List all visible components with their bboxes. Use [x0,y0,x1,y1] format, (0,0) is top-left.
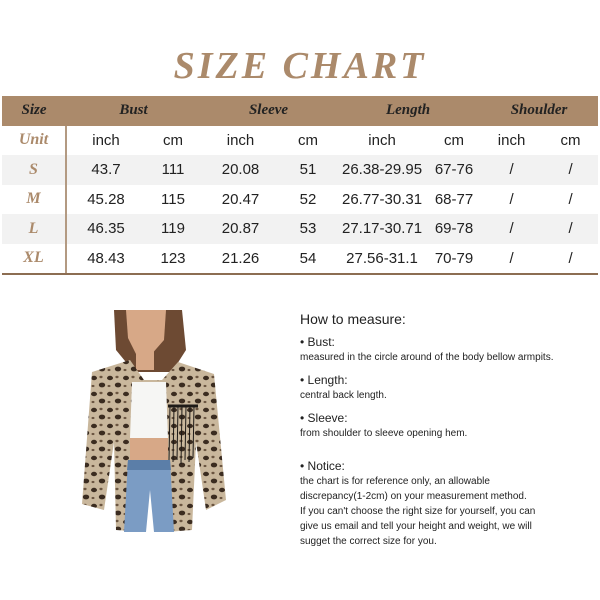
unit-cell: cm [280,126,336,156]
table-cell: 67-76 [428,155,480,185]
table-cell: 54 [280,244,336,275]
size-label: XL [2,244,66,275]
table-cell: 68-77 [428,185,480,215]
size-table [2,96,598,275]
header-length: Length [336,96,480,126]
notice-line: discrepancy(1-2cm) on your measurement method. [300,491,527,502]
table-cell: / [543,155,598,185]
table-row-l [2,214,598,244]
table-row-s [2,155,598,185]
notice-label: • Notice: [300,459,345,473]
table-cell: 70-79 [428,244,480,275]
unit-label: Unit [2,126,66,156]
bust-text: measured in the circle around of the body bellow armpits. [300,352,554,363]
size-chart-title: SIZE CHART [173,45,427,87]
table-cell: 20.47 [201,185,280,215]
table-cell: 43.7 [66,155,145,185]
table-cell: 53 [280,214,336,244]
table-header-row [2,96,598,126]
table-cell: 69-78 [428,214,480,244]
table-cell: 52 [280,185,336,215]
model-illustration [74,310,234,542]
notice-line: If you can't choose the right size for yourself, you can [300,506,536,517]
length-text: central back length. [300,390,387,401]
table-cell: / [480,244,543,275]
unit-row [2,126,598,156]
table-cell: 26.38-29.95 [336,155,428,185]
how-to-heading: How to measure: [300,311,406,327]
unit-cell: cm [145,126,201,156]
how-to-measure [300,312,590,549]
table-cell: 46.35 [66,214,145,244]
table-row-m [2,185,598,215]
table-cell: 20.87 [201,214,280,244]
notice-line: sugget the correct size for you. [300,536,437,547]
unit-cell: inch [480,126,543,156]
table-cell: / [480,185,543,215]
table-cell: 51 [280,155,336,185]
table-cell: / [543,185,598,215]
header-size: Size [2,96,66,126]
unit-cell: cm [428,126,480,156]
table-cell: 111 [145,155,201,185]
sleeve-label: • Sleeve: [300,411,348,425]
table-cell: / [543,214,598,244]
table-cell: 115 [145,185,201,215]
table-cell: 20.08 [201,155,280,185]
table-cell: / [543,244,598,275]
table-row-xl [2,244,598,275]
header-bust: Bust [66,96,201,126]
unit-cell: inch [201,126,280,156]
table-cell: 119 [145,214,201,244]
size-label: S [2,155,66,185]
table-cell: / [480,214,543,244]
size-label: M [2,185,66,215]
unit-cell: cm [543,126,598,156]
table-cell: 26.77-30.31 [336,185,428,215]
table-cell: 27.17-30.71 [336,214,428,244]
header-shoulder: Shoulder [480,96,598,126]
table-cell: 45.28 [66,185,145,215]
sleeve-text: from shoulder to sleeve opening hem. [300,428,468,439]
table-cell: 48.43 [66,244,145,275]
unit-cell: inch [66,126,145,156]
unit-cell: inch [336,126,428,156]
bust-label: • Bust: [300,335,335,349]
notice-line: give us email and tell your height and weight, we will [300,521,532,532]
table-cell: / [480,155,543,185]
product-photo [74,310,234,542]
header-sleeve: Sleeve [201,96,336,126]
length-label: • Length: [300,373,348,387]
size-label: L [2,214,66,244]
table-cell: 27.56-31.1 [336,244,428,275]
notice-line: the chart is for reference only, an allowable [300,476,490,487]
table-cell: 123 [145,244,201,275]
table-cell: 21.26 [201,244,280,275]
